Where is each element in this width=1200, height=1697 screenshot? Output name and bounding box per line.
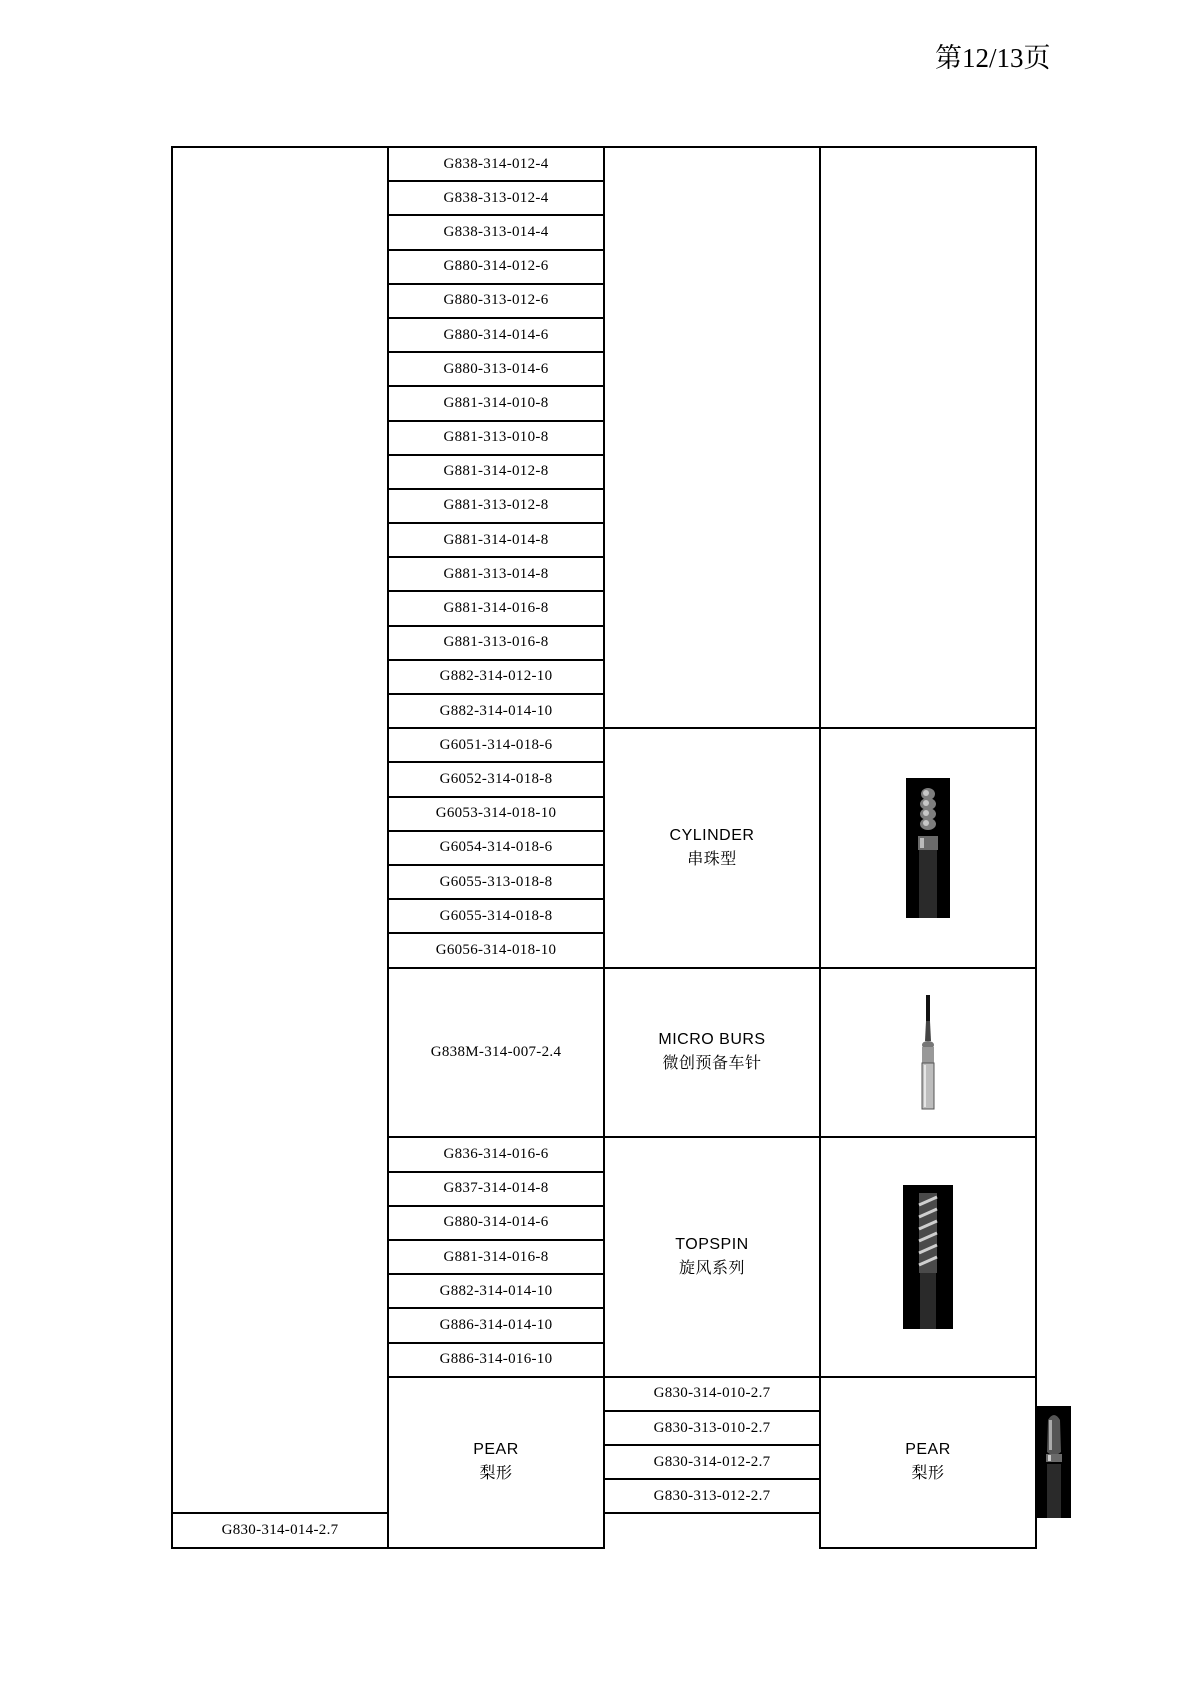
- product-code: G881-313-016-8: [388, 626, 604, 660]
- product-code: G881-314-014-8: [388, 523, 604, 557]
- product-code: G830-313-010-2.7: [604, 1411, 820, 1445]
- product-code: G838-313-014-4: [388, 215, 604, 249]
- bead-cylinder-bur-icon: [906, 778, 950, 918]
- product-code: G882-314-014-10: [388, 1274, 604, 1308]
- pear-bur-icon: [1037, 1406, 1071, 1518]
- product-name-en: TOPSPIN: [675, 1236, 749, 1254]
- product-code: G6054-314-018-6: [388, 831, 604, 865]
- category-cell: [388, 1377, 604, 1548]
- category-cell-empty: [172, 147, 388, 1513]
- product-name-cn: 梨形: [911, 1465, 945, 1483]
- product-code: G882-314-014-10: [388, 694, 604, 728]
- product-code: G830-314-012-2.7: [604, 1445, 820, 1479]
- product-code: G6053-314-018-10: [388, 797, 604, 831]
- image-cell-empty: [820, 147, 1036, 728]
- category-name-cn: 梨形: [479, 1465, 513, 1483]
- product-image-cell: [820, 1137, 1036, 1376]
- product-code: G6056-314-018-10: [388, 933, 604, 967]
- product-code: G882-314-012-10: [388, 660, 604, 694]
- topspin-bur-icon: [903, 1185, 953, 1329]
- name-cell-empty: [604, 147, 820, 728]
- product-name-cn: 微创预备车针: [662, 1055, 762, 1073]
- product-name-cn: 旋风系列: [678, 1260, 745, 1278]
- product-code: G881-314-016-8: [388, 1240, 604, 1274]
- product-name-cell: [604, 968, 820, 1138]
- product-code: G6052-314-018-8: [388, 762, 604, 796]
- product-code: G881-314-012-8: [388, 455, 604, 489]
- product-code: G880-314-012-6: [388, 250, 604, 284]
- product-code: G880-314-014-6: [388, 318, 604, 352]
- product-code: G886-314-016-10: [388, 1343, 604, 1377]
- product-code: G881-313-014-8: [388, 557, 604, 591]
- product-code: G6055-314-018-8: [388, 899, 604, 933]
- product-code: G6055-313-018-8: [388, 865, 604, 899]
- product-name-cell: [604, 728, 820, 967]
- product-code: G830-314-014-2.7: [172, 1513, 388, 1548]
- product-code: G880-314-014-6: [388, 1206, 604, 1240]
- product-code: G6051-314-018-6: [388, 728, 604, 762]
- table-row: [172, 147, 1036, 181]
- product-code: G838-314-012-4: [388, 147, 604, 181]
- product-code: G881-314-016-8: [388, 591, 604, 625]
- product-name-en: MICRO BURS: [658, 1031, 766, 1049]
- product-name-cn: 串珠型: [687, 850, 737, 868]
- product-code: G880-313-014-6: [388, 352, 604, 386]
- product-code: G838M-314-007-2.4: [388, 968, 604, 1138]
- product-code: G836-314-016-6: [388, 1137, 604, 1171]
- product-code: G881-313-010-8: [388, 421, 604, 455]
- product-name-en: CYLINDER: [669, 826, 755, 844]
- product-image-cell: [820, 968, 1036, 1138]
- product-name-cell: [820, 1377, 1036, 1548]
- product-name-en: PEAR: [905, 1441, 951, 1459]
- product-code: G830-314-010-2.7: [604, 1377, 820, 1411]
- page-number: 第12/13页: [935, 43, 1051, 73]
- product-table: [171, 146, 1037, 1549]
- category-name-en: PEAR: [473, 1441, 519, 1459]
- product-code: G837-314-014-8: [388, 1172, 604, 1206]
- product-image-cell: [820, 728, 1036, 967]
- product-code: G880-313-012-6: [388, 284, 604, 318]
- product-name-cell: [604, 1137, 820, 1376]
- product-code: G881-313-012-8: [388, 489, 604, 523]
- micro-bur-icon: [916, 993, 940, 1111]
- product-code: G830-313-012-2.7: [604, 1479, 820, 1513]
- product-code: G838-313-012-4: [388, 181, 604, 215]
- product-code: G886-314-014-10: [388, 1308, 604, 1342]
- product-code: G881-314-010-8: [388, 386, 604, 420]
